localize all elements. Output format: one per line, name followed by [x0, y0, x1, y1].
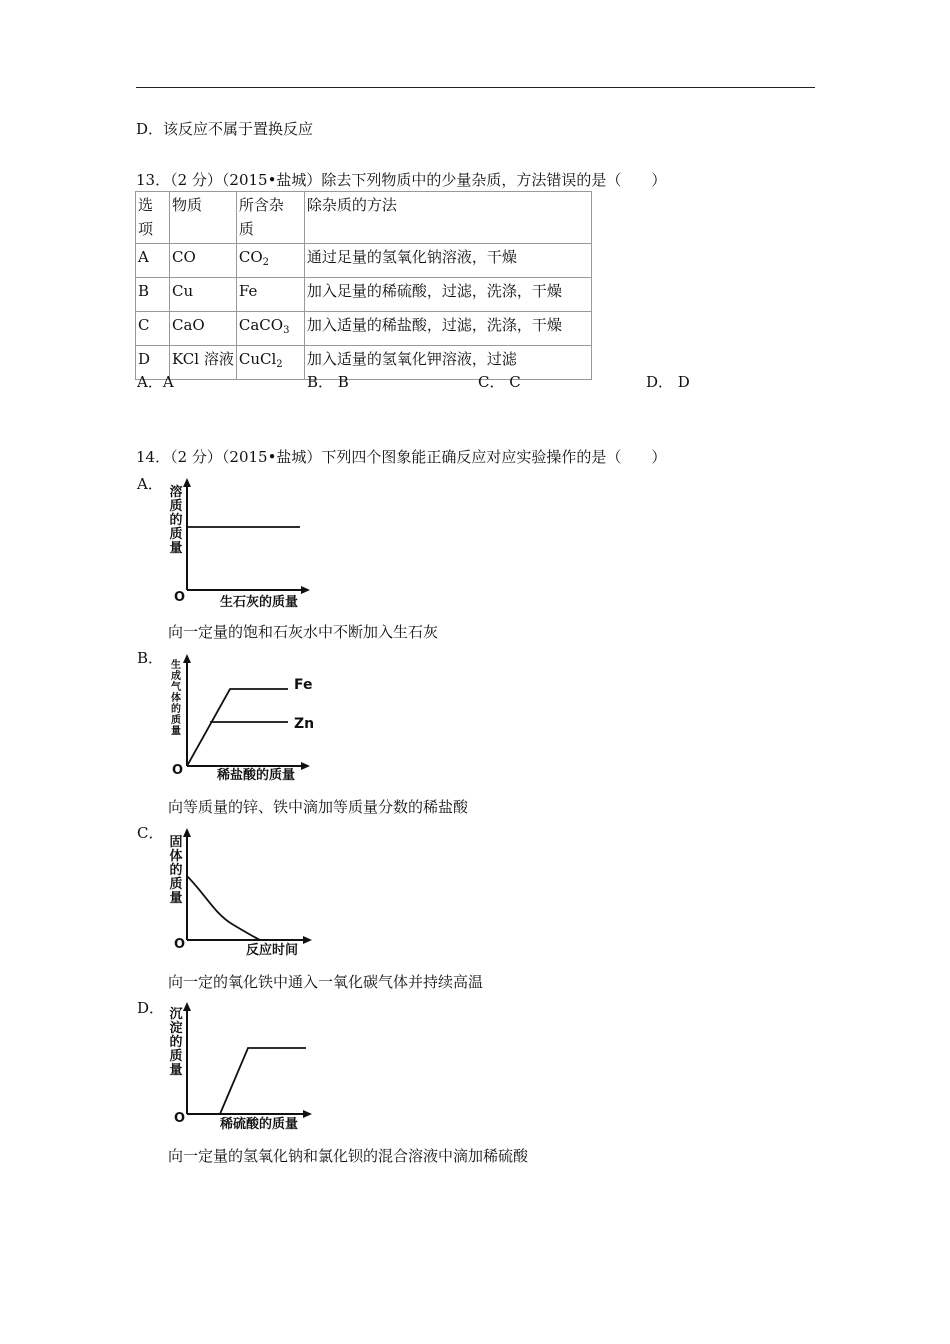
row-d-option: D: [136, 346, 170, 380]
graph-d-origin: O: [174, 1111, 186, 1126]
q14-caption-c: 向一定的氧化铁中通入一氧化碳气体并持续高温: [168, 973, 484, 991]
graph-c-y-label: [169, 835, 182, 906]
y-axis-char: 沉: [169, 1007, 183, 1022]
row-b-method: 加入足量的稀硫酸，过滤，洗涤，干燥: [304, 278, 591, 312]
graph-b-line-fe: [187, 689, 288, 766]
graph-d: [160, 1002, 330, 1137]
graph-a-x-arrow-icon: [301, 586, 310, 594]
graph-c-curve: [187, 876, 260, 940]
header-impurity: [236, 192, 304, 244]
y-axis-char: 的: [171, 704, 181, 715]
graph-a-y-arrow-icon: [183, 478, 191, 487]
q13-table: [135, 191, 592, 380]
y-axis-char: 成: [171, 671, 181, 682]
header-option: [136, 192, 170, 244]
y-axis-char: 固: [169, 835, 183, 850]
graph-a-origin: O: [174, 590, 186, 605]
q14-label-b[interactable]: B．: [137, 649, 164, 667]
graph-c-origin: O: [174, 937, 186, 952]
y-axis-char: 体: [169, 849, 183, 864]
row-b-option: B: [136, 278, 170, 312]
q13-choice-c[interactable]: C． C: [478, 373, 521, 391]
q13-choice-b[interactable]: B． B: [307, 373, 349, 391]
graph-a-x-label: 生石灰的质量: [220, 595, 299, 610]
header-impurity-text: 所含杂质: [238, 196, 284, 238]
q14-stem: 14．（2 分）（2015•盐城）下列四个图象能正确反应对应实验操作的是（ ）: [136, 448, 667, 466]
graph-c-x-arrow-icon: [303, 936, 312, 944]
row-c-option: C: [136, 312, 170, 346]
row-c-method: 加入适量的稀盐酸，过滤，洗涤，干燥: [304, 312, 591, 346]
row-c-substance: CaO: [170, 312, 237, 346]
graph-b-y-arrow-icon: [183, 654, 191, 663]
graph-a: [160, 478, 330, 613]
graph-c: [160, 828, 330, 958]
row-a-option: A: [136, 244, 170, 278]
graph-d-line: [220, 1048, 306, 1114]
row-a-impurity: [236, 244, 304, 278]
q14-label-a[interactable]: A．: [137, 475, 163, 493]
graph-b: [160, 654, 330, 784]
graph-b-y-label: [171, 658, 182, 737]
row-d-substance: KCl 溶液: [170, 346, 237, 380]
q14-label-c[interactable]: C．: [137, 824, 164, 842]
row-a-method: 通过足量的氢氧化钠溶液，干燥: [304, 244, 591, 278]
q12-option-d: D．该反应不属于置换反应: [136, 120, 314, 138]
row-d-impurity: [236, 346, 304, 380]
row-a-substance: CO: [170, 244, 237, 278]
y-axis-char: 淀: [169, 1021, 183, 1036]
q13-stem: 13．（2 分）（2015•盐城）除去下列物质中的少量杂质，方法错误的是（ ）: [136, 171, 667, 189]
q13-choice-d[interactable]: D． D: [646, 373, 690, 391]
q14-caption-b: 向等质量的锌、铁中滴加等质量分数的稀盐酸: [168, 798, 469, 816]
graph-a-y-label: [169, 484, 182, 556]
y-axis-char: 质: [169, 499, 183, 514]
graph-b-series-zn: Zn: [294, 716, 315, 732]
q14-caption-d: 向一定量的氢氧化钠和氯化钡的混合溶液中滴加稀硫酸: [168, 1147, 529, 1165]
table-row: [136, 278, 592, 312]
y-axis-char: 质: [169, 527, 183, 542]
q14-caption-a: 向一定量的饱和石灰水中不断加入生石灰: [168, 623, 439, 641]
table-row: [136, 346, 592, 380]
table-row: [136, 312, 592, 346]
y-axis-char: 量: [169, 891, 183, 906]
y-axis-char: 溶: [169, 485, 183, 500]
y-axis-char: 质: [169, 1049, 183, 1064]
graph-b-series-fe: Fe: [294, 677, 313, 693]
row-c-impurity: [236, 312, 304, 346]
graph-d-y-arrow-icon: [183, 1002, 191, 1011]
row-c-impurity-sub: 3: [283, 325, 290, 336]
graph-d-x-label: 稀硫酸的质量: [220, 1117, 299, 1132]
graph-c-y-arrow-icon: [183, 828, 191, 837]
y-axis-char: 体: [171, 693, 181, 704]
row-d-method: 加入适量的氢氧化钾溶液，过滤: [304, 346, 591, 380]
row-b-impurity: [236, 278, 304, 312]
q14-label-d[interactable]: D．: [137, 999, 165, 1017]
y-axis-char: 气: [171, 682, 181, 693]
header-option-text: 选项: [138, 196, 154, 238]
row-d-impurity-base: CuCl: [238, 350, 277, 368]
graph-b-x-label: 稀盐酸的质量: [217, 768, 296, 783]
row-d-impurity-sub: 2: [276, 359, 283, 370]
y-axis-char: 的: [169, 1035, 183, 1050]
y-axis-char: 量: [171, 726, 181, 737]
header-method: 除杂质的方法: [304, 192, 591, 244]
y-axis-char: 生: [171, 660, 181, 671]
q13-choice-a[interactable]: A．A: [137, 373, 174, 391]
header-substance: 物质: [170, 192, 237, 244]
graph-b-x-arrow-icon: [301, 762, 310, 770]
y-axis-char: 的: [169, 863, 183, 878]
y-axis-char: 质: [169, 877, 183, 892]
table-header-row: [136, 192, 592, 244]
table-row: [136, 244, 592, 278]
graph-d-x-arrow-icon: [303, 1110, 312, 1118]
row-b-substance: Cu: [170, 278, 237, 312]
y-axis-char: 量: [169, 541, 183, 556]
y-axis-char: 质: [171, 715, 181, 726]
row-b-impurity-base: Fe: [238, 282, 258, 300]
row-c-impurity-base: CaCO: [238, 316, 284, 334]
row-a-impurity-base: CO: [238, 248, 263, 266]
row-a-impurity-sub: 2: [262, 257, 270, 268]
y-axis-char: 的: [169, 513, 183, 528]
graph-b-origin: O: [172, 763, 184, 778]
header-rule: [136, 87, 815, 88]
graph-d-y-label: [169, 1006, 182, 1078]
graph-c-x-label: 反应时间: [246, 943, 299, 958]
y-axis-char: 量: [169, 1063, 183, 1078]
